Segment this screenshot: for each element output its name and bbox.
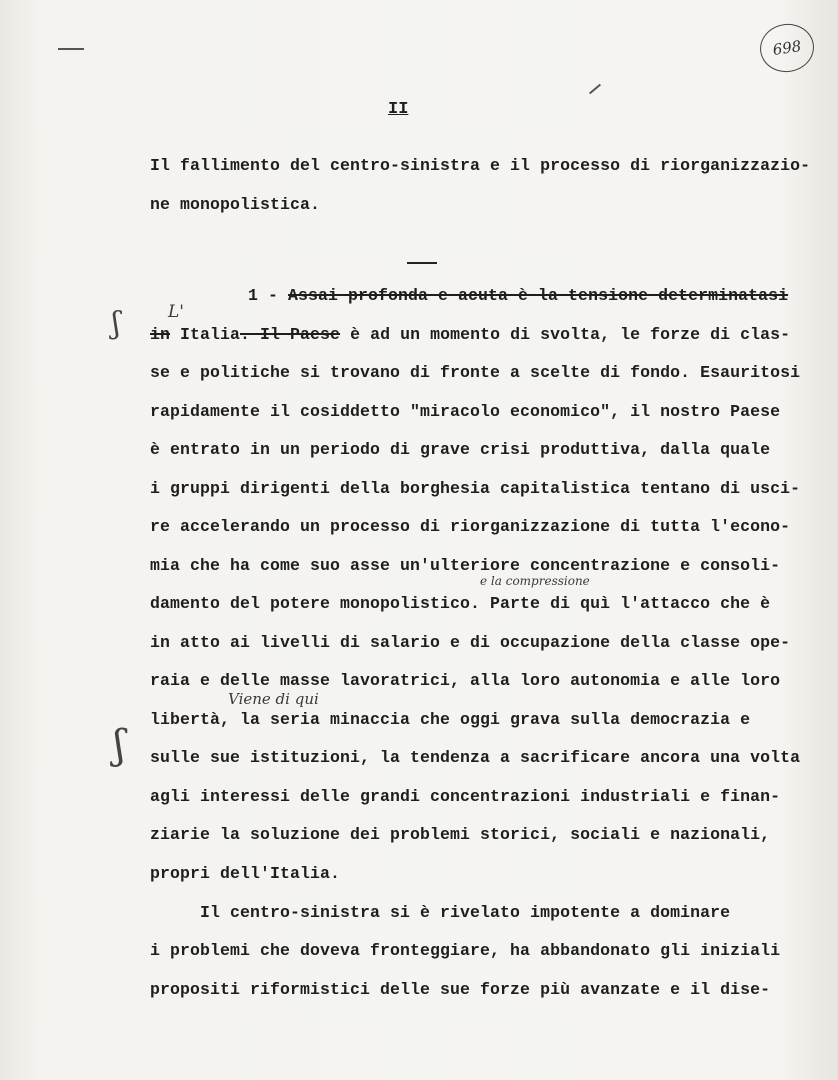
paragraph-line: è entrato in un periodo di grave crisi produttiva, dalla quale (150, 440, 771, 459)
paragraph-line (248, 286, 788, 305)
struck-text: Assai profonda e acuta è la tensione determinatasi (288, 286, 789, 305)
page-number: 698 (771, 37, 803, 59)
paragraph-line: se e politiche si trovano di fronte a scelte di fondo. Esauritosi (150, 363, 801, 382)
edge-mark (58, 48, 84, 50)
section-separator (407, 262, 437, 264)
paragraph-line: sulle sue istituzioni, la tendenza a sacrificare ancora una volta (150, 748, 801, 767)
struck-text: in (150, 325, 171, 344)
chapter-heading: II (388, 100, 409, 119)
paragraph-line: propri dell'Italia. (150, 864, 341, 883)
section-title-line-1: Il fallimento del centro-sinistra e il processo di riorganizzazio- (150, 156, 811, 175)
paragraph-line: damento del potere monopolistico. Parte di quì l'attacco che è (150, 594, 771, 613)
paragraph-line: libertà, la seria minaccia che oggi grava sulla democrazia e (150, 710, 751, 729)
paragraph-line: propositi riformistici delle sue forze più avanzate e il dise- (150, 980, 771, 999)
struck-text: . Il Paese (240, 325, 341, 344)
handwritten-annotation: e la compressione (480, 574, 590, 588)
paragraph-line: rapidamente il cosiddetto "miracolo economico", il nostro Paese (150, 402, 781, 421)
paragraph-line: agli interessi delle grandi concentrazioni industriali e finan- (150, 787, 781, 806)
paragraph-line: mia che ha come suo asse un'ulteriore concentrazione e consoli- (150, 556, 781, 575)
pen-tick-mark (589, 84, 601, 95)
paragraph-line: ziarie la soluzione dei problemi storici, sociali e nazionali, (150, 825, 771, 844)
paragraph-line: in atto ai livelli di salario e di occupazione della classe ope- (150, 633, 791, 652)
paragraph-line: i problemi che doveva fronteggiare, ha abbandonato gli iniziali (150, 941, 781, 960)
paragraph-line (150, 325, 790, 344)
paragraph-line: i gruppi dirigenti della borghesia capitalistica tentano di usci- (150, 479, 801, 498)
paragraph-number: 1 - (248, 286, 289, 305)
section-title-line-2: ne monopolistica. (150, 195, 321, 214)
text-span: Italia (170, 325, 241, 344)
paragraph-line: raia e delle masse lavoratrici, alla loro autonomia e alle loro (150, 671, 781, 690)
page-number-stamp (757, 20, 817, 75)
handwritten-annotation: L' (168, 302, 184, 322)
handwritten-annotation: Viene di qui (228, 690, 319, 708)
margin-bracket-mark: ʃ (112, 306, 121, 341)
paragraph-line: re accelerando un processo di riorganizzazione di tutta l'econo- (150, 517, 791, 536)
text-span: è ad un momento di svolta, le forze di clas- (340, 325, 791, 344)
paragraph-line: Il centro-sinistra si è rivelato impotente a dominare (150, 903, 731, 922)
margin-bracket-mark: ʃ (114, 722, 125, 768)
